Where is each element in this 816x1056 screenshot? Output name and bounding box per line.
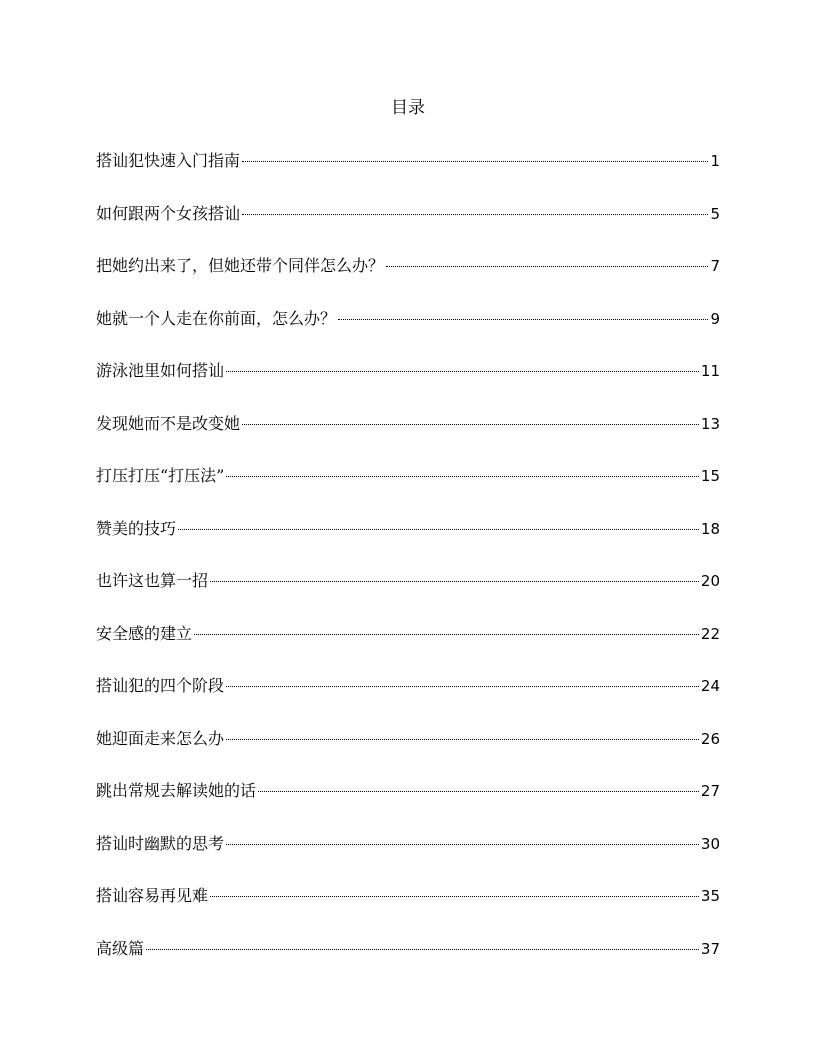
toc-entry[interactable] [96,568,720,621]
toc-entry-title: 搭讪时幽默的思考 [96,833,225,853]
toc-entry-page-number: 35 [700,887,720,905]
toc-dot-leader [226,844,699,845]
toc-entry-title: 赞美的技巧 [96,518,177,538]
toc-dot-leader [146,949,699,950]
toc-entry-title: 她迎面走来怎么办 [96,728,225,748]
toc-dot-leader [242,424,699,425]
toc-dot-leader [338,319,708,320]
toc-entry-page-number: 24 [700,677,720,695]
toc-entry[interactable] [96,883,720,936]
toc-entry-page-number: 13 [700,414,720,433]
toc-entry-page-number: 18 [700,519,720,538]
toc-dot-leader [210,581,699,582]
toc-entry-title: 跳出常规去解读她的话 [96,781,257,800]
toc-dot-leader [178,529,699,530]
toc-entry-title: 搭讪容易再见难 [96,886,209,905]
toc-entry-page-number: 1 [710,152,720,170]
toc-entry-title: 如何跟两个女孩搭讪 [96,203,241,223]
toc-entry-page-number: 20 [700,572,720,590]
toc-list [96,148,720,988]
toc-entry[interactable] [96,411,720,464]
toc-entry-page-number: 5 [710,204,720,223]
toc-entry-title: 搭讪犯快速入门指南 [96,151,241,170]
toc-entry[interactable] [96,621,720,674]
toc-entry-page-number: 9 [710,309,720,328]
toc-dot-leader [242,214,708,215]
toc-entry-title: 打压打压“打压法” [96,466,225,485]
toc-dot-leader [226,739,699,740]
toc-dot-leader [258,791,699,792]
toc-dot-leader [226,686,699,687]
toc-title: 目录 [391,98,425,118]
toc-entry[interactable] [96,831,720,884]
toc-entry-page-number: 22 [700,624,720,643]
toc-entry[interactable] [96,201,720,254]
toc-entry-title: 发现她而不是改变她 [96,413,241,433]
toc-entry-title: 安全感的建立 [96,623,193,643]
toc-entry[interactable] [96,673,720,726]
toc-dot-leader [242,161,708,162]
toc-entry-page-number: 7 [710,257,720,275]
toc-entry-title: 她就一个人走在你前面，怎么办？ [96,308,337,328]
toc-entry[interactable] [96,936,720,989]
toc-entry[interactable] [96,726,720,779]
toc-entry-title: 游泳池里如何搭讪 [96,361,225,380]
toc-entry[interactable] [96,778,720,831]
toc-entry-page-number: 11 [700,362,720,380]
toc-entry-page-number: 27 [700,782,720,800]
toc-dot-leader [226,371,699,372]
toc-dot-leader [210,896,699,897]
toc-entry[interactable] [96,148,720,201]
toc-entry[interactable] [96,306,720,359]
toc-dot-leader [226,476,699,477]
toc-entry-page-number: 30 [700,834,720,853]
toc-entry-title: 搭讪犯的四个阶段 [96,676,225,695]
toc-entry-title: 把她约出来了，但她还带个同伴怎么办？ [96,256,385,275]
toc-entry[interactable] [96,253,720,306]
toc-dot-leader [194,634,699,635]
toc-entry-page-number: 37 [700,939,720,958]
toc-entry[interactable] [96,358,720,411]
toc-dot-leader [386,266,708,267]
toc-entry[interactable] [96,463,720,516]
toc-entry[interactable] [96,516,720,569]
toc-entry-title: 也许这也算一招 [96,571,209,590]
toc-entry-page-number: 15 [700,467,720,485]
toc-entry-page-number: 26 [700,729,720,748]
toc-entry-title: 高级篇 [96,938,145,958]
